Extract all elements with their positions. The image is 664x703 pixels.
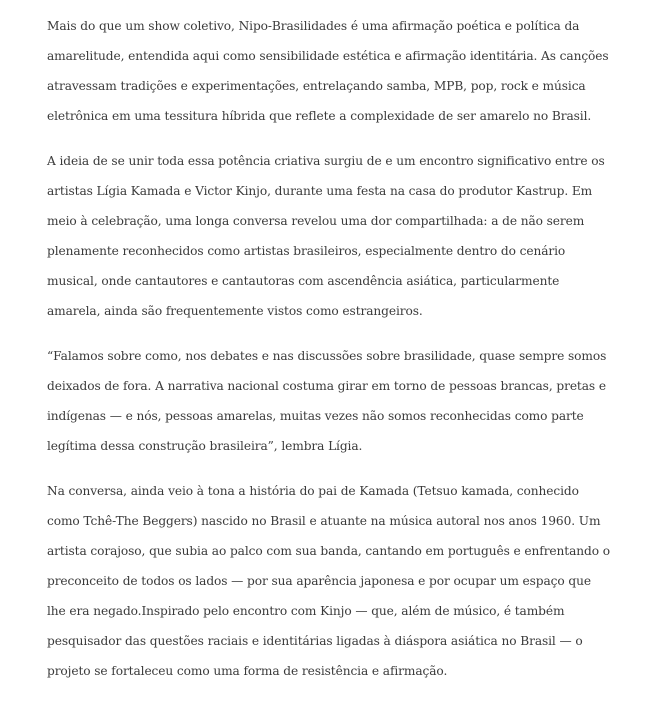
paragraph-quote: “Falamos sobre como, nos debates e nas discussões sobre brasilidade, quase sempre somos deixados de fora. A narrativa nacional costuma girar em torno de pessoas brancas, pretas e indígenas — e nós, pessoas amarelas, muitas vezes não somos reconhecidas como parte legítima dessa construção brasileira”, lembra Lígia. [47,349,607,453]
paragraph-intro: Mais do que um show coletivo, Nipo-Brasilidades é uma afirmação poética e política da amarelitude, entendida aqui como sensibilidade estética e afirmação identitária. As canções atravessam tradições e experimentações, entrelaçando samba, MPB, pop, rock e música eletrônica em uma tessitura híbrida que reflete a complexidade de ser amarelo no Brasil. [47,19,609,123]
article-body [47,11,612,701]
paragraph-history: Na conversa, ainda veio à tona a história do pai de Kamada (Tetsuo kamada, conhecido como Tchê-The Beggers) nascido no Brasil e atuante na música autoral nos anos 1960. Um artista corajoso, que subia ao palco com sua banda, cantando em português e enfrentando o preconceito de todos os lados — por sua aparência japonesa e por ocupar um espaço que lhe era negado.Inspirado pelo encontro com Kinjo — que, além de músico, é também pesquisador das questões raciais e identitárias ligadas à diáspora asiática no Brasil — o projeto se fortaleceu como uma forma de resistência e afirmação. [47,484,610,678]
paragraph-origin: A ideia de se unir toda essa potência criativa surgiu de e um encontro significativo entre os artistas Lígia Kamada e Victor Kinjo, durante uma festa na casa do produtor Kastrup. Em meio à celebração, uma longa conversa revelou uma dor compartilhada: a de não serem plenamente reconhecidos como artistas brasileiros, especialmente dentro do cenário musical, onde cantautores e cantautoras com ascendência asiática, particularmente amarela, ainda são frequentemente vistos como estrangeiros. [47,154,605,318]
